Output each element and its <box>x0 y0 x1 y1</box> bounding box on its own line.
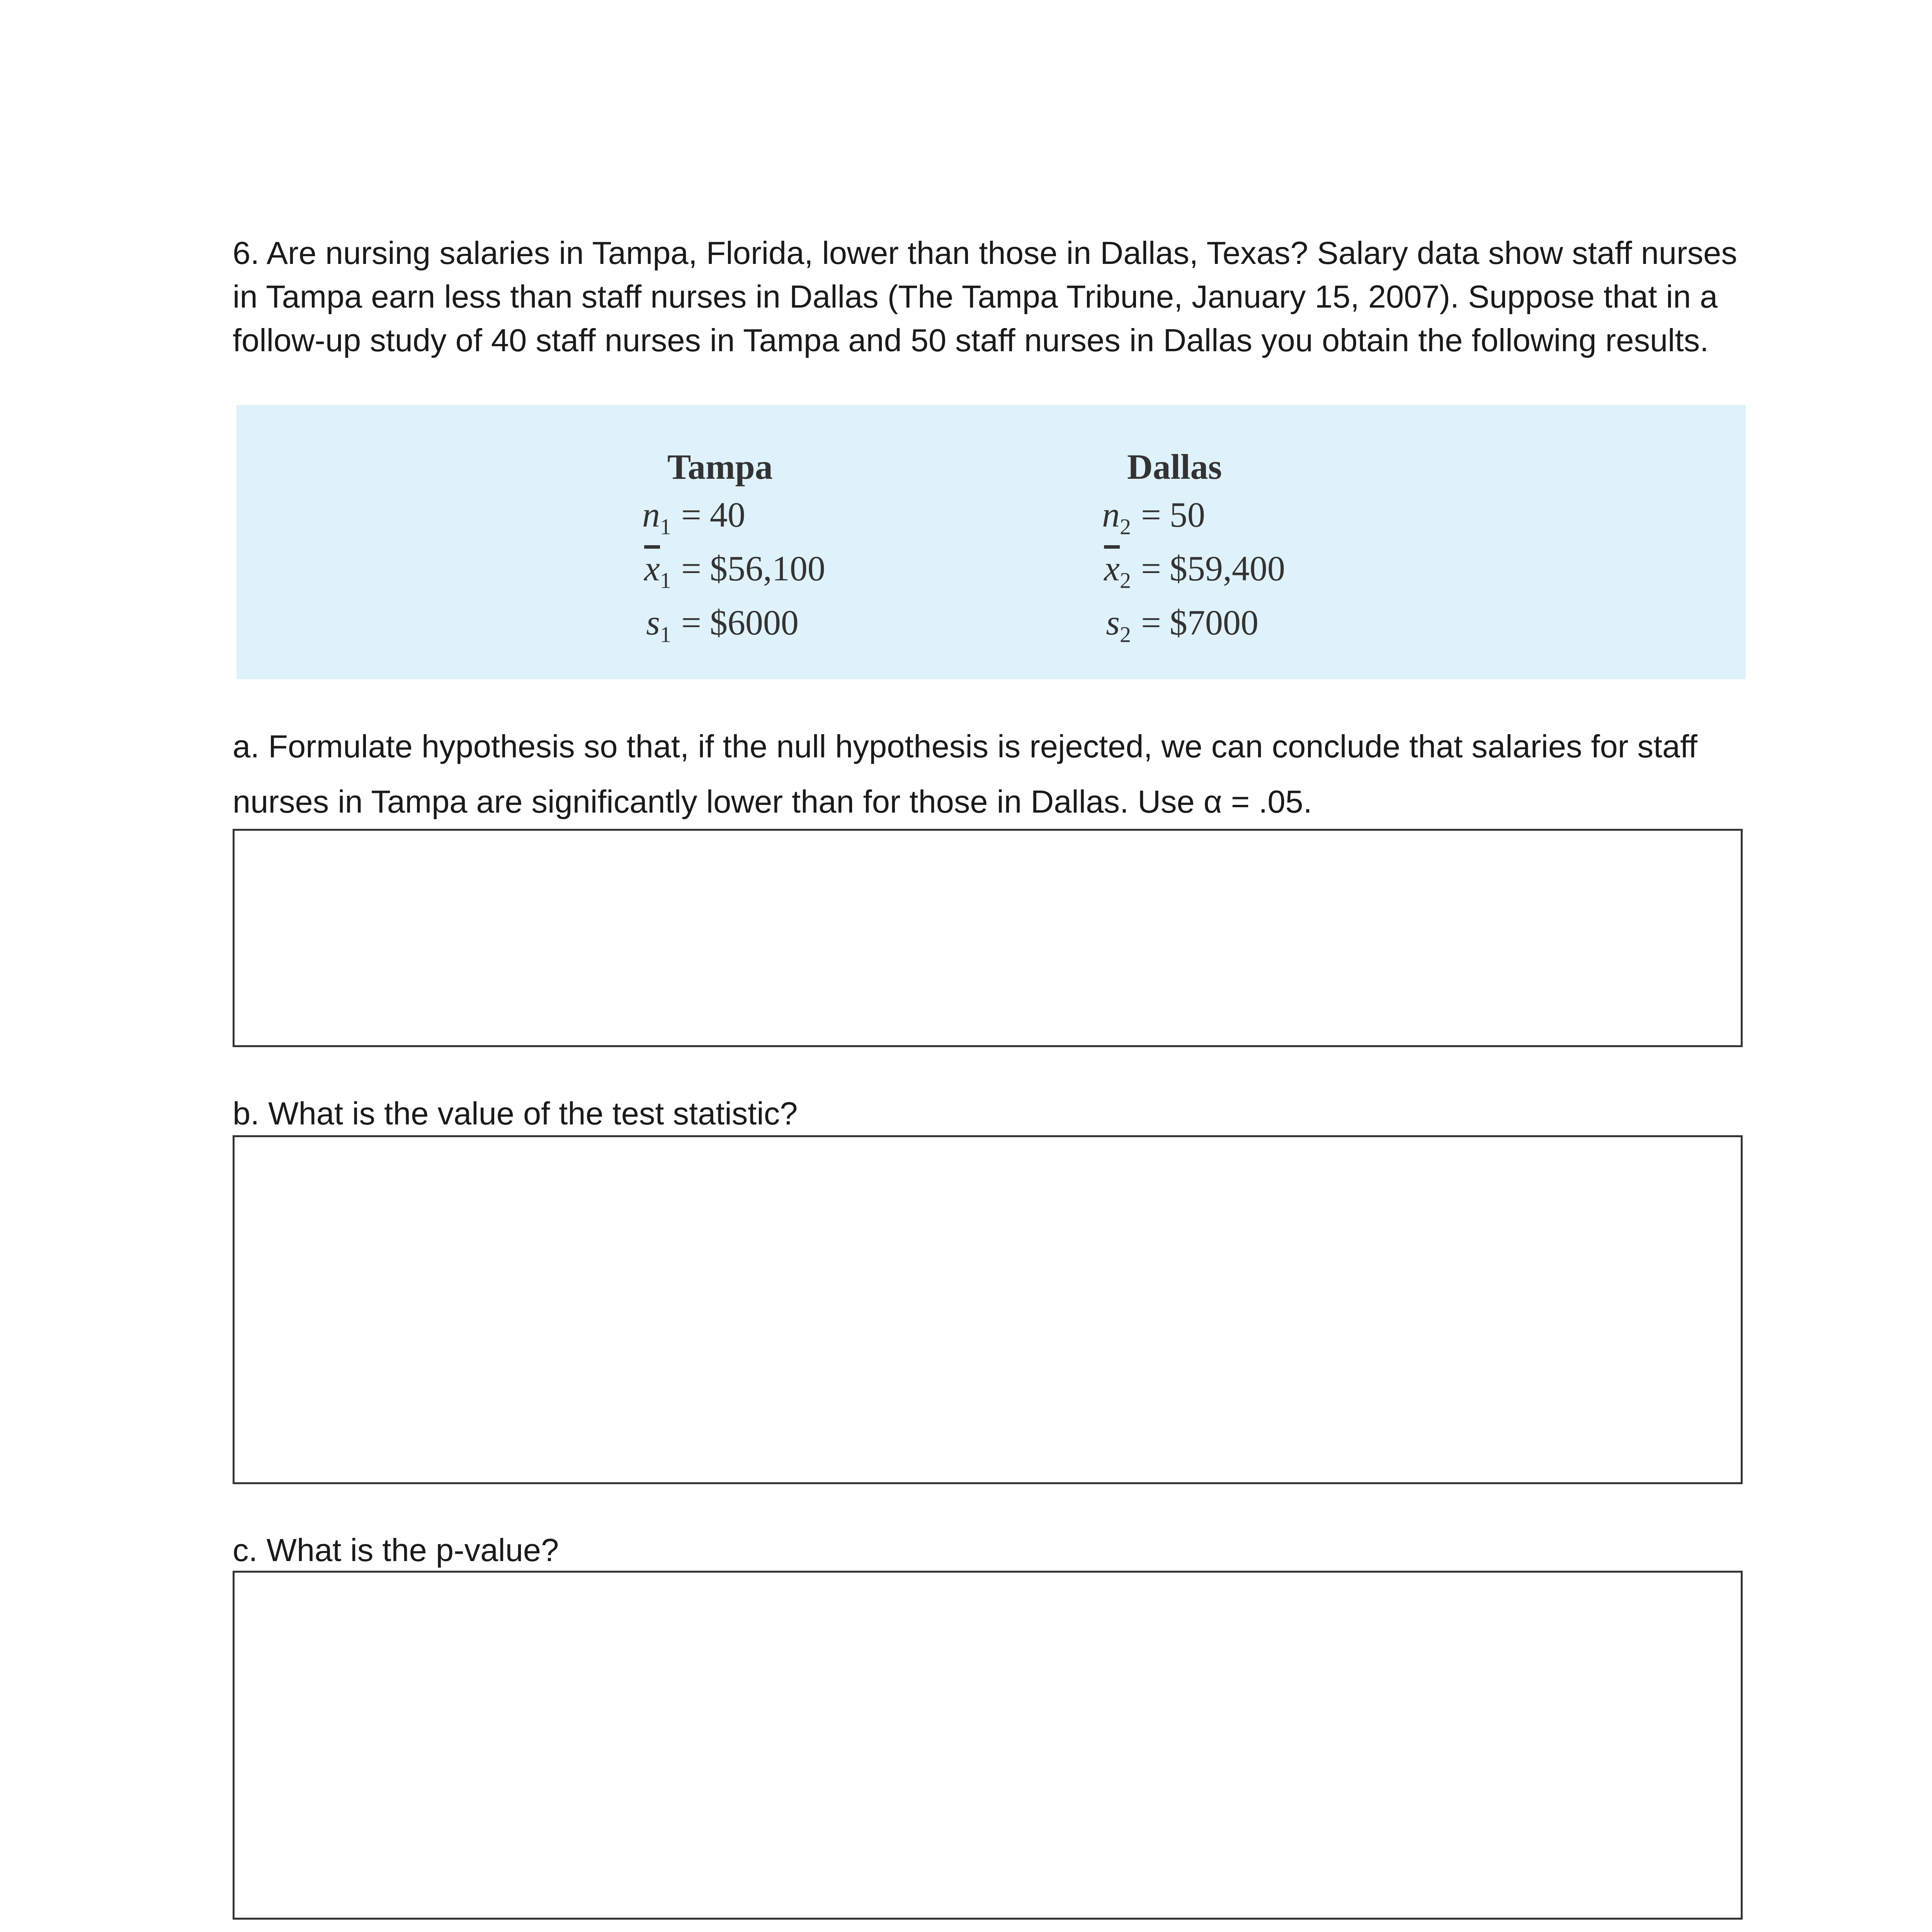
part-c-prompt: c. What is the p-value? <box>233 1532 559 1568</box>
tampa-sd-value: $6000 <box>709 602 799 642</box>
dallas-sd-value: $7000 <box>1169 602 1259 642</box>
part-a-prompt: a. Formulate hypothesis so that, if the null hypothesis is rejected, we can conclude that salaries for staff nurses in Tampa are significantly lower than for those in Dallas. Use α = .05. <box>233 728 1697 820</box>
tampa-header: Tampa <box>667 447 773 486</box>
dallas-n-value: 50 <box>1169 495 1205 534</box>
dallas-mean-value: $59,400 <box>1169 549 1285 588</box>
part-b-answer-box[interactable] <box>233 1135 1743 1484</box>
tampa-sd: $s_1$ = $6000 <box>646 602 799 647</box>
tampa-n: $n_1 = 40$ <box>642 495 745 539</box>
dallas-header: Dallas <box>1127 447 1222 486</box>
data-panel <box>236 405 1746 679</box>
tampa-column <box>629 444 825 655</box>
tampa-n-value: 40 <box>709 495 745 534</box>
question-intro: 6. Are nursing salaries in Tampa, Florida, lower than those in Dallas, Texas? Salary data show staff nurses in Tampa earn less than staff nurses in Dallas (The Tampa Tribune, January 15, 2007). Suppose that in a follow-up study of 40 staff nurses in Tampa and 50 staff nurses in Dallas you obtain the following results. <box>233 235 1737 358</box>
part-b-prompt: b. What is the value of the test statistic? <box>233 1095 798 1131</box>
tampa-mean-value: $56,100 <box>709 549 825 588</box>
part-c-answer-box[interactable] <box>233 1571 1743 1920</box>
dallas-n: $n_2 = 50$ <box>1102 495 1205 539</box>
dallas-sd: $s_2$ = $7000 <box>1106 602 1259 647</box>
dallas-mean: $\overline{x}_2$ = $59,400 <box>1104 549 1285 593</box>
tampa-mean: $\overline{x}_1$ = $56,100 <box>644 549 825 593</box>
dallas-column <box>1088 444 1285 655</box>
part-a-answer-box[interactable] <box>233 829 1743 1047</box>
